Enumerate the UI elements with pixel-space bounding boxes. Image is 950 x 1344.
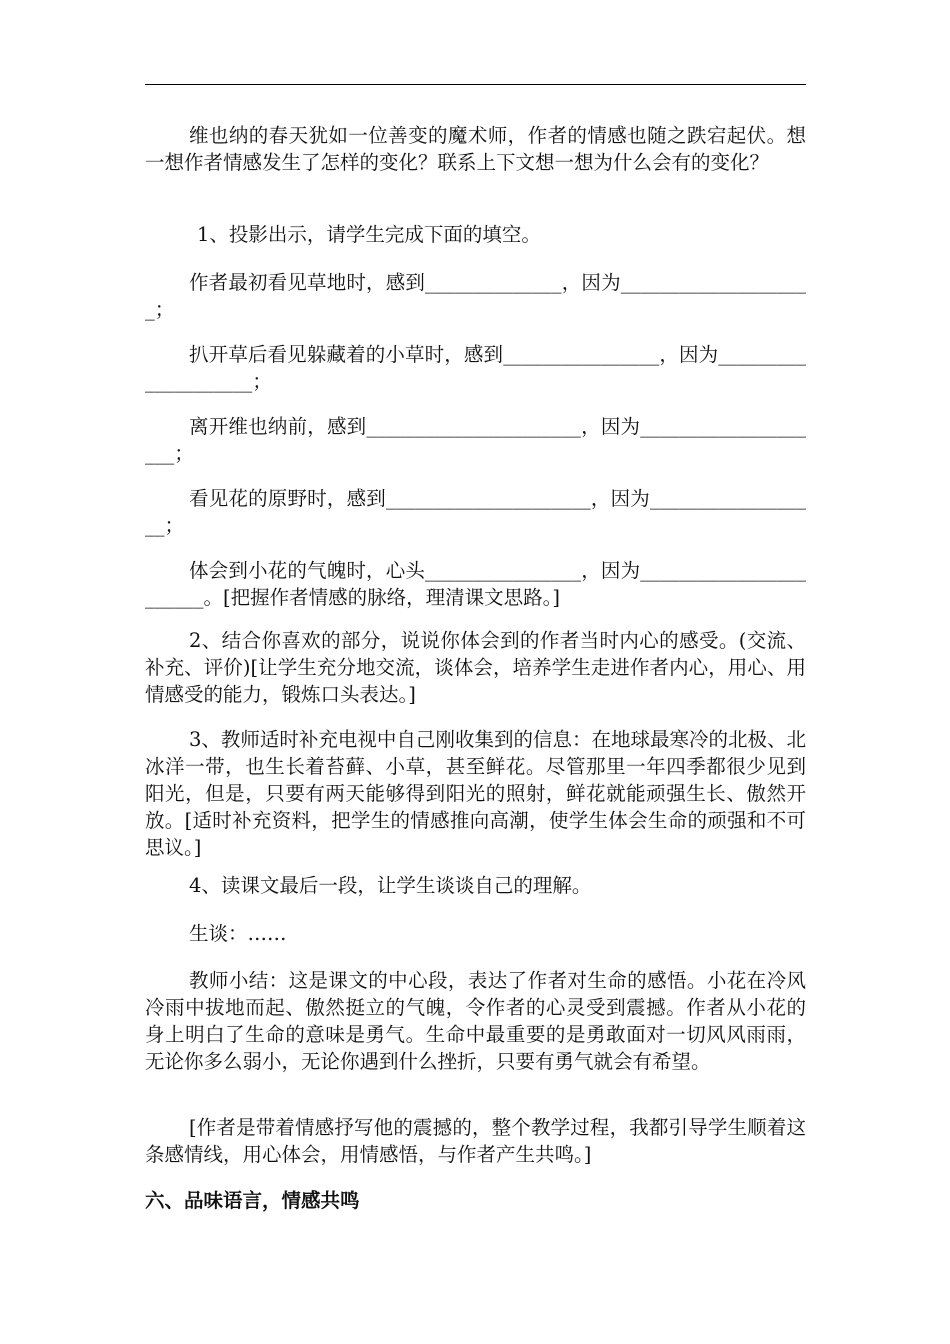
fill-in-line-3: 离开维也纳前，感到______________________，因为____________________； (145, 415, 806, 465)
paragraph-student-talk: 生谈：…… (189, 922, 287, 945)
header-rule (145, 84, 806, 85)
fill-in-line-1: 作者最初看见草地时，感到______________，因为____________________； (145, 271, 806, 321)
paragraph-intro: 维也纳的春天犹如一位善变的魔术师，作者的情感也随之跌宕起伏。想一想作者情感发生了怎样的变化？联系上下文想一想为什么会有的变化？ (145, 124, 806, 174)
paragraph-reflection: [作者是带着情感抒写他的震撼的，整个教学过程，我都引导学生顺着这条感情线，用心体会，用情感悟，与作者产生共鸣。] (145, 1116, 806, 1166)
fill-in-line-5: 体会到小花的气魄时，心头________________，因为_______________________。[把握作者情感的脉络，理清课文思路。] (145, 559, 806, 609)
fill-in-line-4: 看见花的原野时，感到_____________________，因为__________________； (145, 487, 806, 537)
section-heading: 六、品味语言，情感共鸣 (145, 1189, 360, 1212)
paragraph-step-4: 4、读课文最后一段，让学生谈谈自己的理解。 (189, 874, 592, 897)
paragraph-step-1: 1、投影出示，请学生完成下面的填空。 (197, 223, 541, 246)
paragraph-teacher-summary: 教师小结：这是课文的中心段，表达了作者对生命的感悟。小花在冷风冷雨中拔地而起、傲然挺立的气魄，令作者的心灵受到震撼。作者从小花的身上明白了生命的意味是勇气。生命中最重要的是勇敢面对一切风风雨雨，无论你多么弱小，无论你遇到什么挫折，只要有勇气就会有希望。 (145, 969, 806, 1073)
paragraph-step-3: 3、教师适时补充电视中自己刚收集到的信息：在地球最寒冷的北极、北冰洋一带，也生长着苔藓、小草，甚至鲜花。尽管那里一年四季都很少见到阳光，但是，只要有两天能够得到阳光的照射，鲜花就能顽强生长、傲然开放。[适时补充资料，把学生的情感推向高潮，使学生体会生命的顽强和不可思议。] (145, 728, 806, 859)
paragraph-step-2: 2、结合你喜欢的部分，说说你体会到的作者当时内心的感受。(交流、补充、评价)[让学生充分地交流，谈体会，培养学生走进作者内心，用心、用情感受的能力，锻炼口头表达。] (145, 629, 806, 706)
fill-in-line-2: 扒开草后看见躲藏着的小草时，感到________________，因为____________________； (145, 343, 806, 393)
